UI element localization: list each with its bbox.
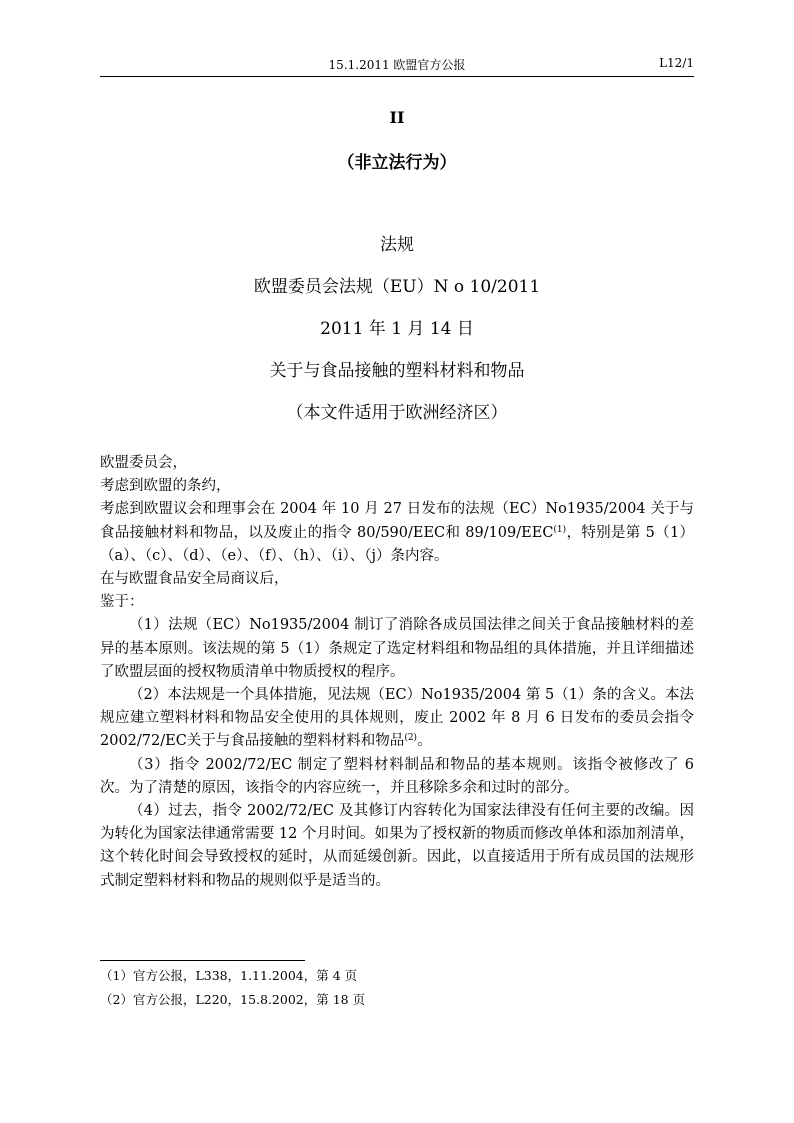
footnote-ref: (2): [404, 733, 418, 744]
preamble-line: 欧盟委员会，: [100, 455, 187, 471]
eea-relevance: （本文件适用于欧洲经济区）: [286, 403, 508, 423]
part-label: （非立法行为）: [337, 153, 457, 173]
header-page-ref: L12/1: [659, 56, 694, 70]
header-journal-info: 15.1.2011 欧盟官方公报: [328, 58, 466, 72]
footnote-ref: (1): [553, 524, 567, 535]
part-number: II: [389, 108, 405, 127]
preamble-line: 鉴于：: [100, 594, 144, 611]
footnote-1: （1）官方公报，L338，1.11.2004，第 4 页: [100, 968, 358, 983]
document-body: [100, 452, 694, 893]
regulation-subject: 关于与食品接触的塑料材料和物品: [269, 361, 525, 381]
preamble-line: 考虑到欧盟的条约，: [100, 478, 231, 495]
footnote-divider: [100, 960, 305, 961]
preamble-paragraph: 考虑到欧盟议会和理事会在 2004 年 10 月 27 日发布的法规（EC）No1935/2004 关于与食品接触材料和物品，以及废止的指令 80/590/EEC和 89/109/EEC$^{(1)}$，特别是第 5（1）（a）、（c）、（d）、（e）、（f）、（h）、（i）、（j）条内容。: [100, 501, 695, 564]
regulation-number: 欧盟委员会法规（EU）N o 10/2011: [253, 277, 541, 297]
doc-type: 法规: [380, 235, 414, 255]
preamble-line: 在与欧盟食品安全局商议后，: [100, 571, 289, 588]
recital-3: （3）指令 2002/72/EC 制定了塑料材料制品和物品的基本规则。该指令被修改了 6 次。为了清楚的原因，该指令的内容应统一，并且移除多余和过时的部分。: [100, 756, 694, 796]
recital-2: （2）本法规是一个具体措施，见法规（EC）No1935/2004 第 5（1）条的含义。本法规应建立塑料材料和物品安全使用的具体规则，废止 2002 年 8 月 6 日发布的委员会指令 2002/72/EC关于与食品接触的塑料材料和物品$^{(2)}$。: [100, 687, 694, 750]
recital-1: （1）法规（EC）No1935/2004 制订了消除各成员国法律之间关于食品接触材料的差异的基本原则。该法规的第 5（1）条规定了选定材料组和物品组的具体措施，并且详细描述了欧盟层面的授权物质清单中物质授权的程序。: [100, 617, 694, 680]
footnote-2: （2）官方公报，L220，15.8.2002，第 18 页: [100, 992, 366, 1007]
recital-4: （4）过去，指令 2002/72/EC 及其修订内容转化为国家法律没有任何主要的改编。因为转化为国家法律通常需要 12 个月时间。如果为了授权新的物质而修改单体和添加剂清单，这个转化时间会导致授权的延时，从而延缓创新。因此，以直接适用于所有成员国的法规形式制定塑料材料和物品的规则似乎是适当的。: [100, 803, 694, 889]
page-header: [100, 56, 694, 77]
regulation-date: 2011 年 1 月 14 日: [320, 319, 474, 339]
